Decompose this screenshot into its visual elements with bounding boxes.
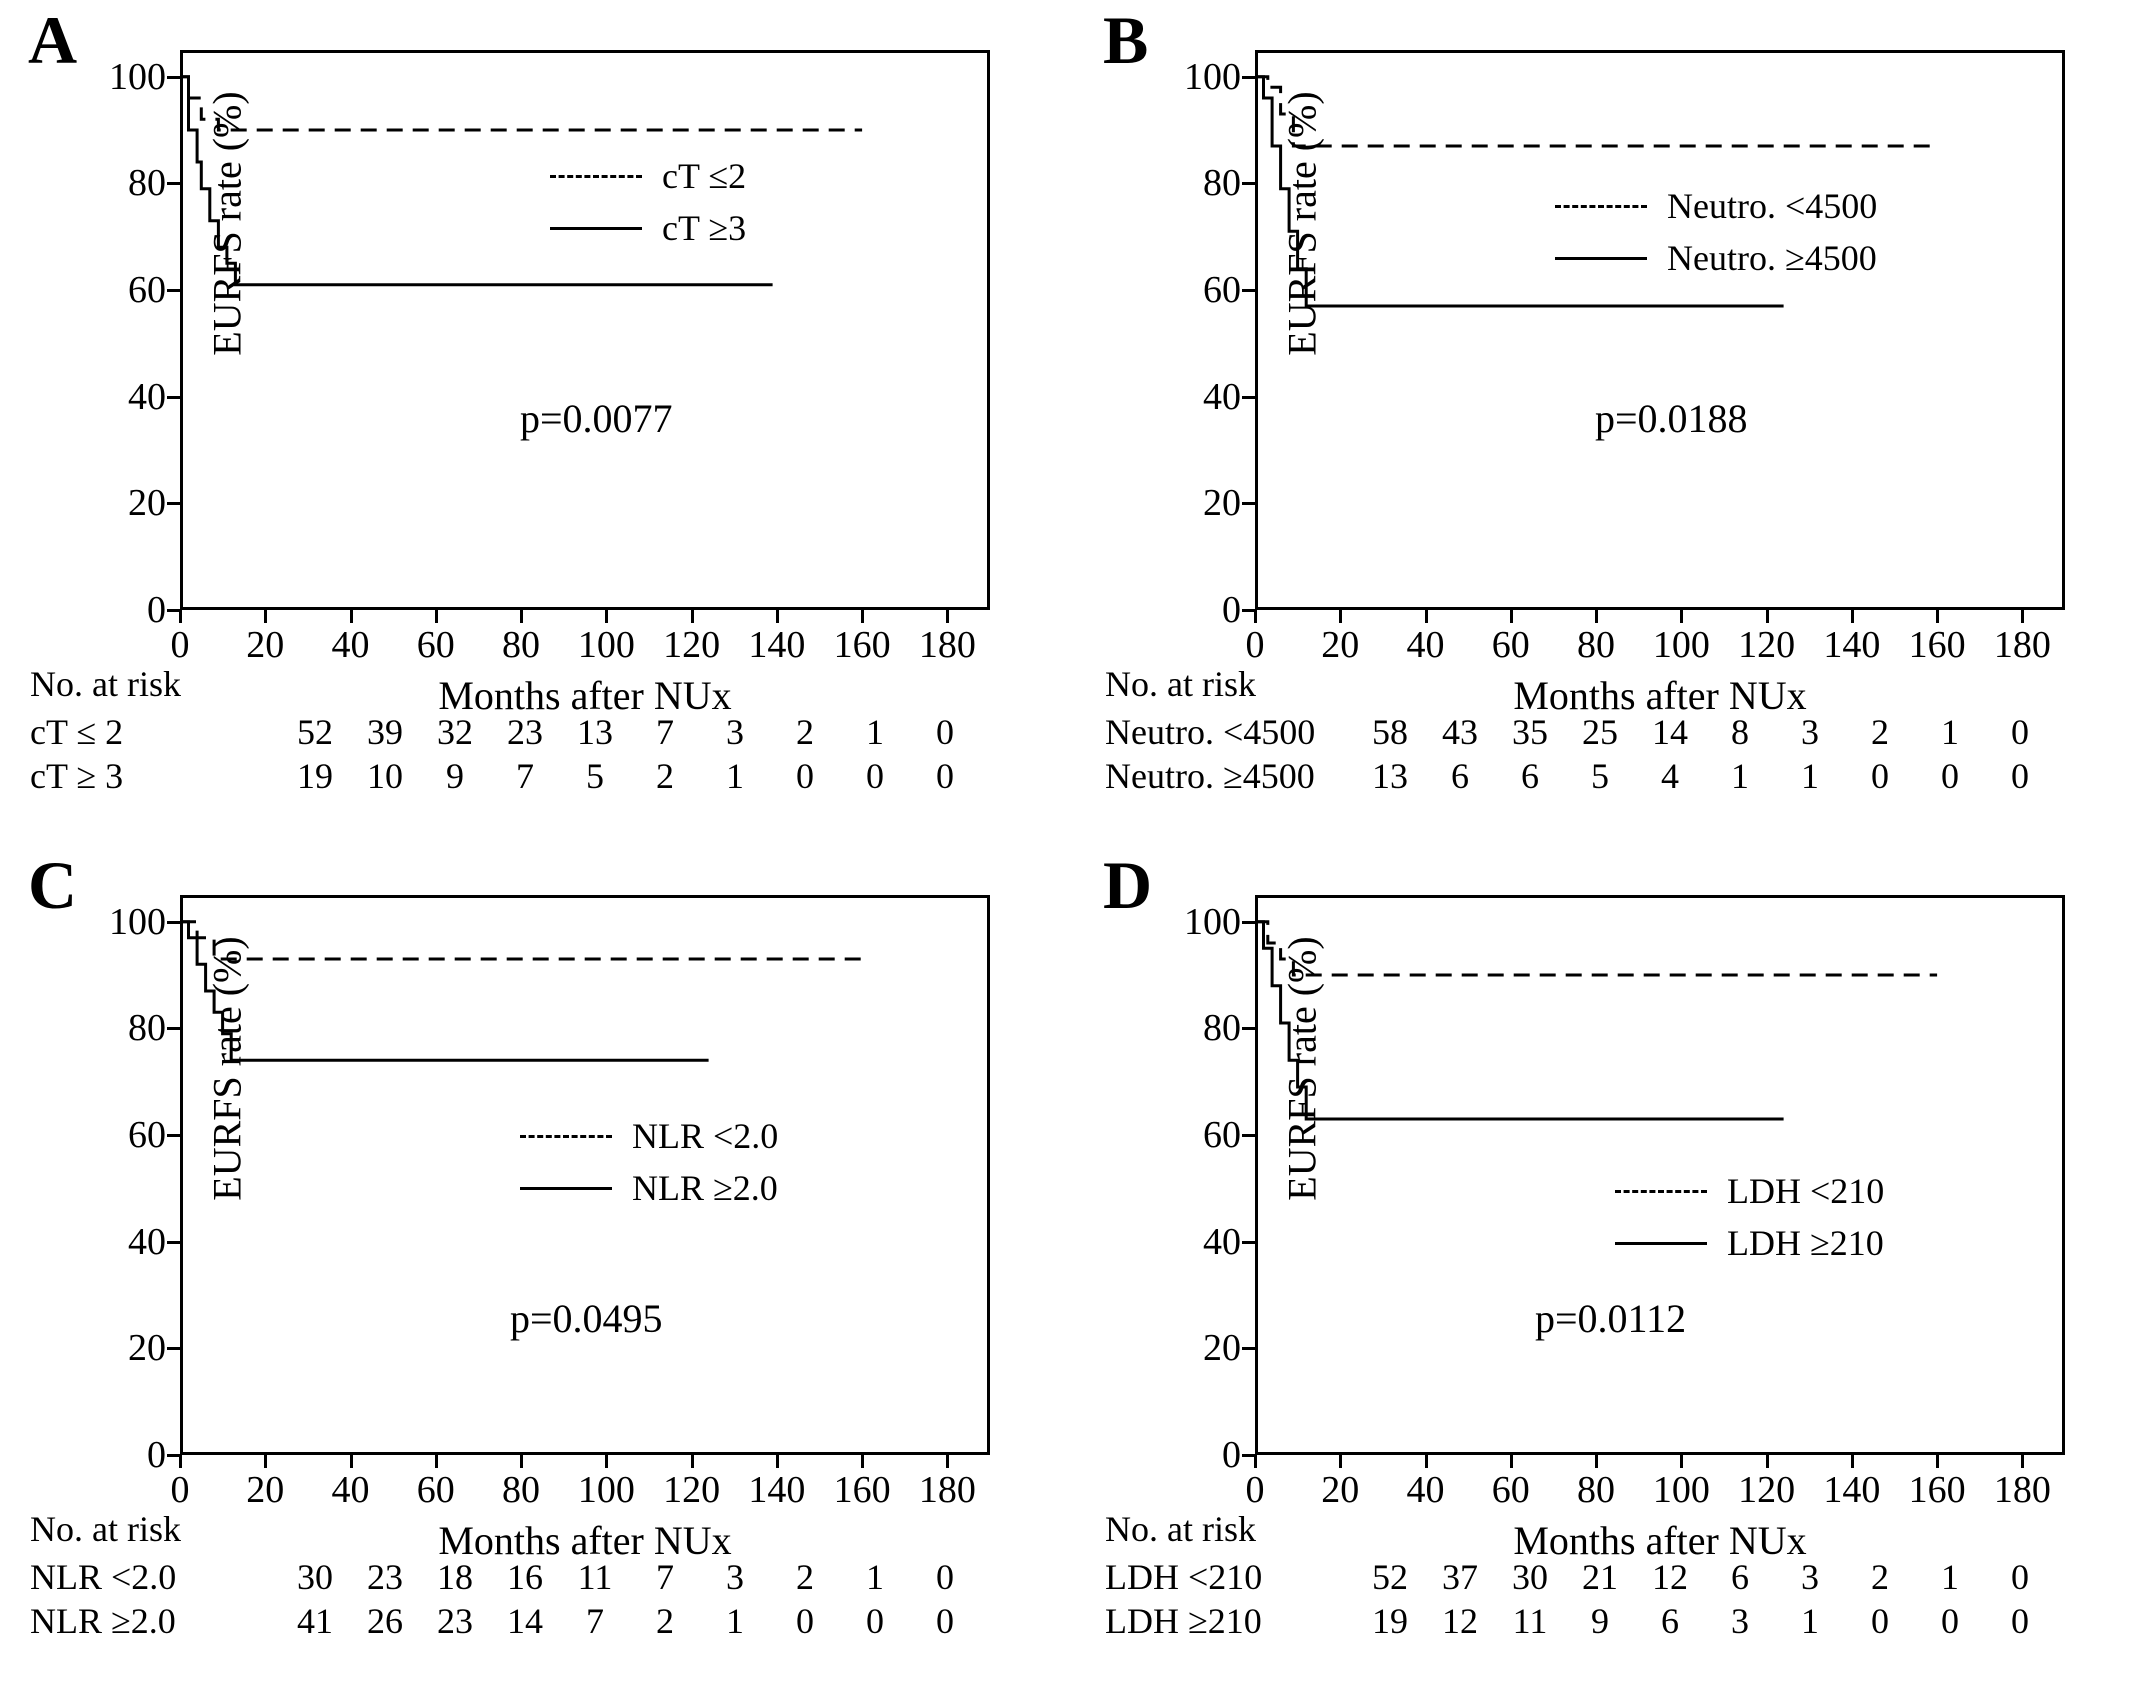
panel-a-pvalue: p=0.0077 (520, 396, 673, 441)
risk-value: 2 (656, 756, 674, 796)
risk-value: 32 (437, 712, 473, 752)
x-axis-tick-mark (1936, 610, 1939, 623)
y-axis-tick-label: 40 (1203, 1220, 1241, 1263)
risk-value: 25 (1582, 712, 1618, 752)
y-axis-tick-label: 20 (1203, 482, 1241, 525)
risk-value: 12 (1652, 1557, 1688, 1597)
risk-value: 0 (2011, 1601, 2029, 1641)
y-axis-tick-mark (1242, 1134, 1255, 1137)
legend-label: LDH <210 (1727, 1171, 1885, 1211)
x-axis-tick-mark (520, 610, 523, 623)
risk-value: 1 (866, 712, 884, 752)
x-axis-tick-mark (1766, 610, 1769, 623)
risk-value: 1 (866, 1557, 884, 1597)
x-axis-tick-label: 140 (1823, 624, 1881, 666)
risk-value: 3 (726, 1557, 744, 1597)
x-axis-tick-mark (264, 610, 267, 623)
risk-value: 8 (1731, 712, 1749, 752)
risk-value: 0 (1871, 1601, 1889, 1641)
panel-d-legend (1615, 1165, 1884, 1269)
y-axis-tick-label: 100 (109, 55, 166, 98)
x-axis-tick-label: 180 (918, 624, 976, 666)
x-axis-tick-label: 120 (1738, 624, 1796, 666)
legend-key-solid (1555, 257, 1647, 260)
legend-label: NLR ≥2.0 (632, 1168, 778, 1208)
y-axis-tick-label: 60 (128, 1114, 166, 1156)
x-axis-tick-label: 80 (502, 624, 541, 666)
panel-a (0, 0, 1075, 845)
y-axis-tick-mark (167, 1027, 180, 1030)
risk-value: 39 (367, 712, 403, 752)
risk-value: 0 (1941, 1601, 1959, 1641)
y-axis-tick-mark (167, 502, 180, 505)
x-axis-tick-label: 0 (170, 1469, 190, 1511)
y-axis-tick-mark (167, 396, 180, 399)
risk-value: 19 (1372, 1601, 1408, 1641)
x-axis-tick-mark (1936, 1455, 1939, 1468)
y-axis-tick-mark (167, 1134, 180, 1137)
x-axis-tick-mark (605, 610, 608, 623)
x-axis-tick-mark (776, 610, 779, 623)
y-axis-tick-label: 40 (1203, 375, 1241, 418)
risk-value: 0 (936, 756, 954, 796)
risk-value: 52 (297, 712, 333, 752)
risk-value: 18 (437, 1557, 473, 1597)
risk-row (30, 754, 980, 798)
risk-value: 23 (437, 1601, 473, 1641)
risk-value: 3 (1731, 1601, 1749, 1641)
risk-row-label: cT ≥ 3 (30, 756, 124, 796)
panel-a-xlabel: Months after NUx (438, 673, 732, 718)
panel-b-xlabel: Months after NUx (1513, 673, 1807, 718)
x-axis-tick-label: 20 (1321, 1469, 1360, 1511)
risk-value: 19 (297, 756, 333, 796)
x-axis-tick-label: 60 (1491, 624, 1530, 666)
risk-value: 9 (446, 756, 464, 796)
x-axis-tick-label: 40 (1406, 1469, 1445, 1511)
legend-label: Neutro. <4500 (1667, 186, 1878, 226)
risk-value: 14 (1652, 712, 1688, 752)
panel-b-curves (1255, 50, 2065, 610)
x-axis-tick-mark (1339, 610, 1342, 623)
x-axis-tick-mark (1510, 610, 1513, 623)
risk-value: 0 (936, 1557, 954, 1597)
panel-b-ylabel: EURFS rate (%) (1279, 91, 1325, 356)
y-axis-tick-label: 0 (1222, 589, 1241, 631)
legend-key-dashed (1615, 1190, 1707, 1193)
x-axis-tick-label: 180 (1993, 1469, 2051, 1511)
x-axis-tick-label: 40 (331, 1469, 370, 1511)
risk-value: 9 (1591, 1601, 1609, 1641)
risk-value: 2 (656, 1601, 674, 1641)
survival-curve (1255, 77, 1937, 146)
survival-curve (1255, 922, 1784, 1119)
x-axis-tick-label: 160 (1908, 624, 1966, 666)
panel-c-plot (109, 895, 990, 1563)
x-axis-tick-label: 20 (246, 624, 285, 666)
x-axis-tick-label: 20 (246, 1469, 285, 1511)
risk-value: 7 (586, 1601, 604, 1641)
y-axis-tick-label: 80 (128, 1007, 166, 1050)
risk-value: 0 (866, 756, 884, 796)
risk-value: 0 (2011, 712, 2029, 752)
x-axis-tick-mark (1254, 1455, 1257, 1468)
legend-key-dashed (1555, 205, 1647, 208)
risk-value: 41 (297, 1601, 333, 1641)
y-axis-tick-label: 60 (1203, 269, 1241, 311)
risk-value: 3 (726, 712, 744, 752)
risk-value: 7 (516, 756, 534, 796)
risk-value: 1 (1801, 1601, 1819, 1641)
y-axis-tick-label: 40 (128, 375, 166, 418)
legend-key-solid (1615, 1242, 1707, 1245)
panel-c-risk-table (30, 1507, 980, 1643)
x-axis-tick-label: 60 (1491, 1469, 1530, 1511)
x-axis-tick-mark (1766, 1455, 1769, 1468)
y-axis-tick-label: 0 (147, 589, 166, 631)
x-axis-tick-mark (2021, 610, 2024, 623)
risk-value: 30 (297, 1557, 333, 1597)
risk-title: No. at risk (30, 664, 181, 704)
x-axis-tick-label: 100 (577, 1469, 635, 1511)
risk-value: 0 (2011, 1557, 2029, 1597)
x-axis-tick-mark (1339, 1455, 1342, 1468)
risk-title: No. at risk (1105, 1509, 1256, 1549)
risk-value: 1 (726, 756, 744, 796)
y-axis-tick-mark (1242, 1027, 1255, 1030)
x-axis-tick-mark (605, 1455, 608, 1468)
y-axis-tick-label: 20 (1203, 1327, 1241, 1370)
panel-b-legend (1555, 180, 1877, 284)
y-axis-tick-mark (1242, 1347, 1255, 1350)
legend-label: LDH ≥210 (1727, 1223, 1884, 1263)
panel-c (0, 845, 1075, 1691)
risk-value: 0 (796, 756, 814, 796)
y-axis-tick-label: 100 (1184, 55, 1241, 98)
x-axis-tick-mark (1425, 610, 1428, 623)
y-axis-tick-mark (167, 1347, 180, 1350)
x-axis-tick-mark (776, 1455, 779, 1468)
risk-value: 2 (1871, 1557, 1889, 1597)
risk-value: 26 (367, 1601, 403, 1641)
panel-b (1075, 0, 2150, 845)
x-axis-tick-label: 140 (748, 624, 806, 666)
x-axis-tick-mark (1680, 1455, 1683, 1468)
panel-d (1075, 845, 2150, 1691)
panel-d-letter: D (1103, 847, 1153, 923)
risk-row (30, 1599, 980, 1643)
panel-c-xlabel: Months after NUx (438, 1518, 732, 1563)
x-axis-tick-label: 20 (1321, 624, 1360, 666)
y-axis-tick-label: 80 (128, 162, 166, 205)
y-axis-tick-mark (167, 921, 180, 924)
risk-title: No. at risk (30, 1509, 181, 1549)
x-axis-tick-label: 100 (1652, 1469, 1710, 1511)
risk-value: 12 (1442, 1601, 1478, 1641)
x-axis-tick-label: 80 (1577, 1469, 1616, 1511)
risk-value: 5 (586, 756, 604, 796)
risk-value: 43 (1442, 712, 1478, 752)
risk-title: No. at risk (1105, 664, 1256, 704)
legend-label: NLR <2.0 (632, 1116, 779, 1156)
x-axis-tick-label: 80 (1577, 624, 1616, 666)
x-axis-tick-mark (946, 610, 949, 623)
risk-value: 0 (866, 1601, 884, 1641)
panel-b-letter: B (1103, 2, 1149, 78)
risk-value: 2 (796, 1557, 814, 1597)
x-axis-tick-mark (179, 610, 182, 623)
panel-b-plot (1184, 50, 2065, 718)
panel-a-legend (550, 150, 746, 254)
x-axis-tick-mark (1425, 1455, 1428, 1468)
x-axis-tick-mark (1851, 610, 1854, 623)
x-axis-tick-label: 180 (1993, 624, 2051, 666)
risk-row-label: LDH <210 (1105, 1557, 1263, 1597)
risk-value: 3 (1801, 712, 1819, 752)
risk-row (1105, 710, 2055, 754)
risk-value: 14 (507, 1601, 543, 1641)
panel-b-pvalue: p=0.0188 (1595, 396, 1748, 441)
risk-value: 30 (1512, 1557, 1548, 1597)
x-axis-tick-mark (2021, 1455, 2024, 1468)
risk-value: 23 (367, 1557, 403, 1597)
x-axis-tick-label: 160 (833, 1469, 891, 1511)
x-axis-tick-label: 120 (1738, 1469, 1796, 1511)
y-axis-tick-mark (167, 289, 180, 292)
y-axis-tick-mark (167, 1241, 180, 1244)
y-axis-tick-label: 60 (1203, 1114, 1241, 1156)
x-axis-tick-mark (264, 1455, 267, 1468)
survival-curve (180, 922, 862, 959)
risk-value: 0 (1941, 756, 1959, 796)
x-axis-tick-mark (1254, 610, 1257, 623)
legend-label: Neutro. ≥4500 (1667, 238, 1877, 278)
y-axis-tick-label: 0 (147, 1434, 166, 1476)
panel-a-ylabel: EURFS rate (%) (204, 91, 250, 356)
risk-row (1105, 1555, 2055, 1599)
risk-row-label: Neutro. ≥4500 (1105, 756, 1315, 796)
legend-key-dashed (520, 1135, 612, 1138)
y-axis-tick-mark (167, 76, 180, 79)
y-axis-tick-mark (167, 182, 180, 185)
survival-curve (180, 77, 862, 130)
risk-row-label: Neutro. <4500 (1105, 712, 1316, 752)
y-axis-tick-label: 100 (109, 900, 166, 943)
y-axis-tick-mark (1242, 1241, 1255, 1244)
x-axis-tick-mark (691, 610, 694, 623)
risk-value: 11 (577, 1557, 613, 1597)
risk-value: 6 (1731, 1557, 1749, 1597)
x-axis-tick-label: 40 (1406, 624, 1445, 666)
risk-value: 1 (726, 1601, 744, 1641)
risk-value: 7 (656, 1557, 674, 1597)
panel-c-legend (520, 1110, 778, 1214)
panel-d-pvalue: p=0.0112 (1535, 1296, 1687, 1341)
panel-c-letter: C (28, 847, 78, 923)
y-axis-tick-label: 80 (1203, 1007, 1241, 1050)
risk-value: 1 (1941, 712, 1959, 752)
y-axis-tick-mark (1242, 396, 1255, 399)
panel-a-risk-table (30, 662, 980, 798)
panel-a-curves (180, 50, 990, 610)
risk-value: 6 (1451, 756, 1469, 796)
risk-value: 1 (1941, 1557, 1959, 1597)
x-axis-tick-label: 160 (833, 624, 891, 666)
x-axis-tick-mark (435, 610, 438, 623)
x-axis-tick-label: 140 (1823, 1469, 1881, 1511)
x-axis-tick-mark (1595, 1455, 1598, 1468)
x-axis-tick-label: 100 (577, 624, 635, 666)
risk-value: 35 (1512, 712, 1548, 752)
panel-d-plot (1184, 895, 2065, 1563)
legend-key-dashed (550, 175, 642, 178)
legend-label: cT ≤2 (662, 156, 747, 196)
risk-value: 21 (1582, 1557, 1618, 1597)
risk-value: 16 (507, 1557, 543, 1597)
risk-value: 0 (1871, 756, 1889, 796)
panel-d-xlabel: Months after NUx (1513, 1518, 1807, 1563)
y-axis-tick-mark (1242, 76, 1255, 79)
x-axis-tick-mark (691, 1455, 694, 1468)
x-axis-tick-mark (861, 1455, 864, 1468)
x-axis-tick-label: 140 (748, 1469, 806, 1511)
risk-value: 3 (1801, 1557, 1819, 1597)
x-axis-tick-label: 180 (918, 1469, 976, 1511)
risk-row (30, 710, 980, 754)
risk-value: 2 (796, 712, 814, 752)
x-axis-tick-label: 80 (502, 1469, 541, 1511)
x-axis-tick-mark (1595, 610, 1598, 623)
risk-value: 4 (1661, 756, 1679, 796)
risk-value: 6 (1661, 1601, 1679, 1641)
y-axis-tick-mark (1242, 921, 1255, 924)
panel-b-risk-table (1105, 662, 2055, 798)
risk-row-label: NLR <2.0 (30, 1557, 177, 1597)
legend-key-solid (550, 227, 642, 230)
y-axis-tick-label: 100 (1184, 900, 1241, 943)
x-axis-tick-label: 120 (663, 624, 721, 666)
panel-a-plot (109, 50, 990, 718)
y-axis-tick-label: 20 (128, 482, 166, 525)
x-axis-tick-mark (520, 1455, 523, 1468)
x-axis-tick-mark (179, 1455, 182, 1468)
risk-value: 1 (1801, 756, 1819, 796)
risk-row (1105, 754, 2055, 798)
y-axis-tick-label: 80 (1203, 162, 1241, 205)
y-axis-tick-label: 0 (1222, 1434, 1241, 1476)
y-axis-tick-mark (1242, 289, 1255, 292)
x-axis-tick-label: 60 (416, 1469, 455, 1511)
risk-value: 0 (936, 1601, 954, 1641)
x-axis-tick-mark (861, 610, 864, 623)
x-axis-tick-label: 0 (1245, 1469, 1265, 1511)
x-axis-tick-label: 120 (663, 1469, 721, 1511)
risk-value: 0 (936, 712, 954, 752)
risk-value: 7 (656, 712, 674, 752)
panel-d-ylabel: EURFS rate (%) (1279, 936, 1325, 1201)
y-axis-tick-label: 40 (128, 1220, 166, 1263)
x-axis-tick-label: 60 (416, 624, 455, 666)
legend-key-solid (520, 1187, 612, 1190)
x-axis-tick-mark (350, 610, 353, 623)
x-axis-tick-mark (435, 1455, 438, 1468)
risk-value: 52 (1372, 1557, 1408, 1597)
x-axis-tick-mark (1680, 610, 1683, 623)
risk-row (1105, 1599, 2055, 1643)
risk-value: 2 (1871, 712, 1889, 752)
risk-value: 10 (367, 756, 403, 796)
x-axis-tick-mark (350, 1455, 353, 1468)
panel-a-letter: A (28, 2, 78, 78)
panel-c-pvalue: p=0.0495 (510, 1296, 663, 1341)
panel-d-risk-table (1105, 1507, 2055, 1643)
risk-row-label: LDH ≥210 (1105, 1601, 1262, 1641)
risk-row-label: NLR ≥2.0 (30, 1601, 176, 1641)
risk-value: 1 (1731, 756, 1749, 796)
risk-value: 23 (507, 712, 543, 752)
x-axis-tick-label: 160 (1908, 1469, 1966, 1511)
y-axis-tick-label: 20 (128, 1327, 166, 1370)
risk-value: 0 (2011, 756, 2029, 796)
risk-value: 5 (1591, 756, 1609, 796)
risk-row (30, 1555, 980, 1599)
x-axis-tick-mark (1851, 1455, 1854, 1468)
panel-c-ylabel: EURFS rate (%) (204, 936, 250, 1201)
x-axis-tick-mark (1510, 1455, 1513, 1468)
x-axis-tick-label: 0 (1245, 624, 1265, 666)
x-axis-tick-mark (946, 1455, 949, 1468)
risk-value: 13 (1372, 756, 1408, 796)
risk-value: 6 (1521, 756, 1539, 796)
survival-curve (180, 922, 709, 1061)
risk-value: 0 (796, 1601, 814, 1641)
risk-value: 58 (1372, 712, 1408, 752)
risk-value: 11 (1512, 1601, 1548, 1641)
y-axis-tick-mark (1242, 182, 1255, 185)
y-axis-tick-mark (1242, 502, 1255, 505)
y-axis-tick-label: 60 (128, 269, 166, 311)
survival-curve (1255, 922, 1937, 975)
risk-value: 37 (1442, 1557, 1478, 1597)
legend-label: cT ≥3 (662, 208, 747, 248)
x-axis-tick-label: 100 (1652, 624, 1710, 666)
risk-row-label: cT ≤ 2 (30, 712, 124, 752)
x-axis-tick-label: 40 (331, 624, 370, 666)
risk-value: 13 (577, 712, 613, 752)
x-axis-tick-label: 0 (170, 624, 190, 666)
